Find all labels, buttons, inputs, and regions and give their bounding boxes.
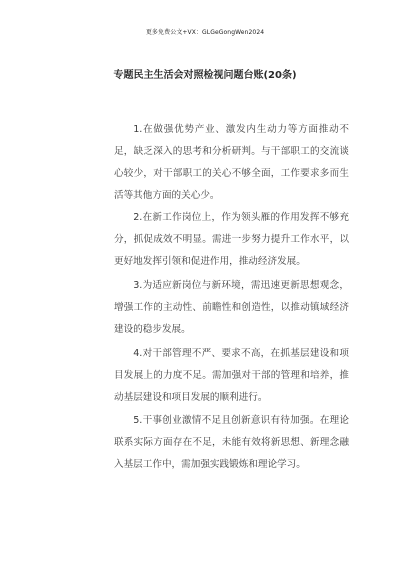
page-title: 专题民主生活会对照检视问题台账(20条)	[113, 70, 297, 81]
paragraph-4: 4.对干部管理不严、要求不高，在抓基层建设和项目发展上的力度不足。需加强对干部的管理和培养，推动基层建设和项目发展的顺利进行。	[114, 348, 349, 403]
paragraph-5: 5.干事创业激情不足且创新意识有待加强。在理论联系实际方面存在不足，未能有效将新思想、新理念融入基层工作中，需加强实践锻炼和理论学习。	[114, 415, 349, 470]
paragraph-2: 2.在新工作岗位上，作为领头雁的作用发挥不够充分，抓促成效不明显。需进一步努力提升工作水平，以更好地发挥引领和促进作用，推动经济发展。	[114, 212, 349, 267]
watermark-text: 更多免费公文+VX：GLGeGongWen2024	[145, 29, 265, 36]
paragraph-1: 1.在做强优势产业、激发内生动力等方面推动不足，缺乏深入的思考和分析研判。与干部职工的交流谈心较少，对干部职工的关心不够全面，工作要求多而生活等其他方面的关心少。	[114, 124, 349, 201]
paragraph-3: 3.为适应新岗位与新环境，需迅速更新思想观念，增强工作的主动性、前瞻性和创造性，以推动镇域经济建设的稳步发展。	[114, 280, 349, 335]
